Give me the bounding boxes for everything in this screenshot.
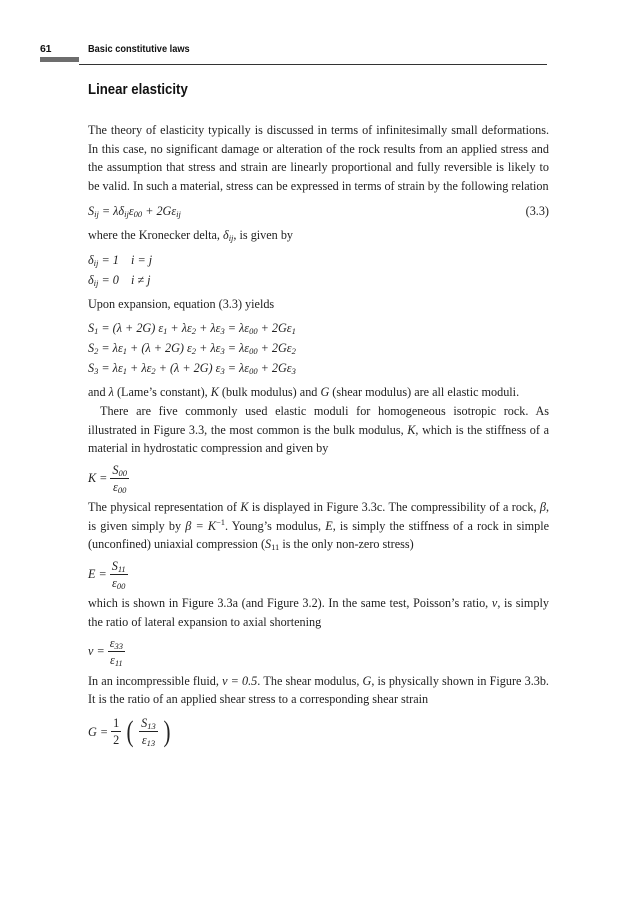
- equation-3-3: $S_{ij} = \lambda\delta_{ij}\varepsilon_{00} + 2G\varepsilon_{ij}$ (3.3): [88, 201, 549, 221]
- kronecker-unequal: $\delta_{ij} = 0$ i ≠ j: [88, 272, 151, 288]
- paragraph-intro: The theory of elasticity typically is discussed in terms of infinitesimally small deformations. In this case, no significant damage or alteration of the rock results from an applied stress and the assumption that stress and strain are linearly proportional and fully reversible is likely to be valid. In such a material, stress can be expressed in terms of strain by the following relation: [88, 123, 549, 194]
- equation-youngs-modulus: E = $\frac{S_{11}}{\varepsilon_{00}}$: [88, 558, 126, 591]
- paragraph-moduli: and λ (Lame’s constant), K (bulk modulus) and G (shear modulus) are all elastic moduli.: [88, 385, 520, 400]
- equation-poisson-ratio: ν = $\frac{\varepsilon_{33}}{\varepsilon_{11}}$: [88, 636, 123, 669]
- running-title: Basic constitutive laws: [88, 43, 190, 55]
- equation-bulk-modulus: K = $\frac{S_{00}}{\varepsilon_{00}}$: [88, 462, 127, 495]
- equation-s1: $S_1 = (\lambda + 2G) \varepsilon_1 + \lambda\varepsilon_2 + \lambda\varepsilon_3 = \lambda\varepsilon_{00} + 2G\varepsilon_1$: [88, 321, 296, 337]
- equation-s3: $S_3 = \lambda\varepsilon_1 + \lambda\varepsilon_2 + (\lambda + 2G) \varepsilon_3 = \lambda\varepsilon_{00} + 2G\varepsilon_3$: [88, 361, 296, 377]
- paragraph-compressibility: The physical representation of K is displayed in Figure 3.3c. The compressibility of a rock, β, is given simply by $\beta = K^{-1}$. Young’s modulus, E, is simply the stiffness of a rock in simple (unconfined) uniaxial compression ($S_{11}$ is the only non-zero stress): [88, 500, 550, 553]
- paragraph-shear-modulus: In an incompressible fluid, ν = 0.5. The shear modulus, G, is physically shown in Figure 3.3b. It is the ratio of an applied shear stress to a corresponding shear strain: [88, 673, 549, 707]
- paragraph-kronecker: where the Kronecker delta, $\delta_{ij}$, is given by: [88, 227, 294, 243]
- page-number: 61: [40, 43, 52, 55]
- equation-number: (3.3): [525, 203, 549, 218]
- equation-s2: $S_2 = \lambda\varepsilon_1 + (\lambda + 2G) \varepsilon_2 + \lambda\varepsilon_3 = \lambda\varepsilon_{00} + 2G\varepsilon_2$: [88, 341, 296, 357]
- paragraph-bulk-modulus: There are five commonly used elastic moduli for homogeneous isotropic rock. As illustrated in Figure 3.3, the most common is the bulk modulus, K, which is the stiffness of a material in hydrostatic compression and given by: [88, 403, 550, 456]
- header-bar: [40, 57, 79, 62]
- paragraph-expansion: Upon expansion, equation (3.3) yields: [88, 296, 275, 311]
- body-text: [88, 121, 549, 755]
- header-rule: [79, 64, 547, 65]
- equation-shear-modulus: G = $\frac{1}{2}$ ( $\frac{S_{13}}{\varepsilon_{13}}$ ): [88, 714, 171, 749]
- paragraph-poisson: which is shown in Figure 3.3a (and Figure 3.2). In the same test, Poisson’s ratio, ν, is simply the ratio of lateral expansion to axial shortening: [88, 596, 549, 629]
- kronecker-equal: $\delta_{ij} = 1$ i = j: [88, 252, 153, 268]
- section-title: Linear elasticity: [88, 81, 188, 98]
